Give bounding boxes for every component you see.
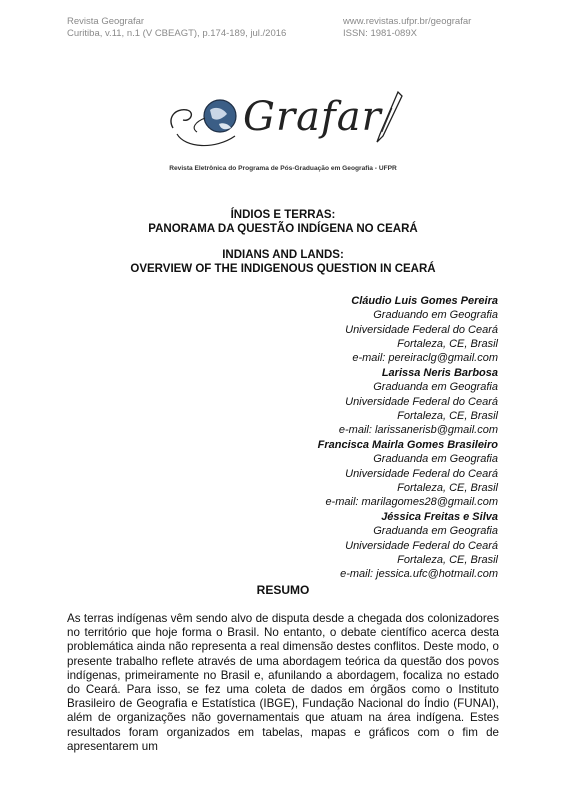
author-name: Larissa Neris Barbosa — [381, 367, 498, 379]
journal-header-left — [67, 16, 286, 40]
author-block-1 — [198, 294, 498, 365]
author-name: Francisca Mairla Gomes Brasileiro — [317, 439, 498, 451]
abstract-heading: RESUMO — [256, 583, 310, 597]
author-city: Fortaleza, CE, Brasil — [397, 337, 498, 350]
journal-subtitle: Revista Eletrônica do Programa de Pós-Graduação em Geografia - UFPR — [169, 165, 397, 172]
author-institution: Universidade Federal do Ceará — [345, 323, 498, 336]
author-institution: Universidade Federal do Ceará — [345, 539, 498, 552]
title-portuguese — [0, 208, 566, 236]
author-name: Jéssica Freitas e Silva — [381, 511, 498, 523]
title-en-line1: INDIANS AND LANDS: — [222, 249, 344, 261]
title-en-line2: OVERVIEW OF THE INDIGENOUS QUESTION IN CEARÁ — [130, 263, 436, 275]
author-name: Cláudio Luis Gomes Pereira — [351, 295, 498, 307]
author-city: Fortaleza, CE, Brasil — [397, 553, 498, 566]
author-institution: Universidade Federal do Ceará — [345, 467, 498, 480]
author-role: Graduanda em Geografia — [373, 525, 498, 538]
author-email[interactable]: e-mail: marilagomes28@gmail.com — [325, 496, 498, 509]
author-institution: Universidade Federal do Ceará — [345, 395, 498, 408]
author-role: Graduando em Geografia — [373, 309, 498, 322]
journal-issn: ISSN: 1981-089X — [343, 28, 417, 39]
quill-pen-icon — [368, 88, 408, 148]
journal-header-right — [343, 16, 471, 40]
author-email[interactable]: e-mail: pereiraclg@gmail.com — [352, 352, 498, 365]
author-role: Graduanda em Geografia — [373, 453, 498, 466]
journal-logo — [165, 88, 405, 168]
journal-name: Revista Geografar — [67, 16, 145, 27]
author-email[interactable]: e-mail: larissanerisb@gmail.com — [338, 424, 498, 437]
title-pt-line1: ÍNDIOS E TERRAS: — [230, 209, 336, 221]
author-block-3 — [198, 438, 498, 509]
title-pt-line2: PANORAMA DA QUESTÃO INDÍGENA NO CEARÁ — [148, 223, 418, 235]
author-block-4 — [198, 510, 498, 581]
author-city: Fortaleza, CE, Brasil — [397, 481, 498, 494]
author-city: Fortaleza, CE, Brasil — [397, 409, 498, 422]
logo-wordmark: Grafar — [243, 94, 382, 140]
abstract-text: As terras indígenas vêm sendo alvo de disputa desde a chegada dos colonizadores no território que hoje forma o Brasil. No entanto, o debate científico acerca desta problemática ainda não representa a real dimensão destes conflitos. Deste modo, o presente trabalho reflete através de uma abordagem teórica da questão dos povos indígenas, primeiramente no Brasil e, afunilando a abordagem, focaliza no estado do Ceará. Para isso, se fez uma coleta de dados em órgãos como o Instituto Brasileiro de Geografia e Estatística (IBGE), Fundação Nacional do Índio (FUNAI), além de organizações não governamentais que atuam na área indígena. Estes resultados foram organizados em tabelas, mapas e gráficos com o fim de apresentarem um — [67, 612, 499, 753]
globe-pen-icon — [165, 88, 255, 158]
journal-citation: Curitiba, v.11, n.1 (V CBEAGT), p.174-189, jul./2016 — [67, 28, 287, 39]
author-email[interactable]: e-mail: jessica.ufc@hotmail.com — [340, 568, 498, 581]
author-block-2 — [198, 366, 498, 437]
journal-url[interactable]: www.revistas.ufpr.br/geografar — [343, 16, 472, 27]
title-english — [0, 248, 566, 276]
author-role: Graduanda em Geografia — [373, 381, 498, 394]
